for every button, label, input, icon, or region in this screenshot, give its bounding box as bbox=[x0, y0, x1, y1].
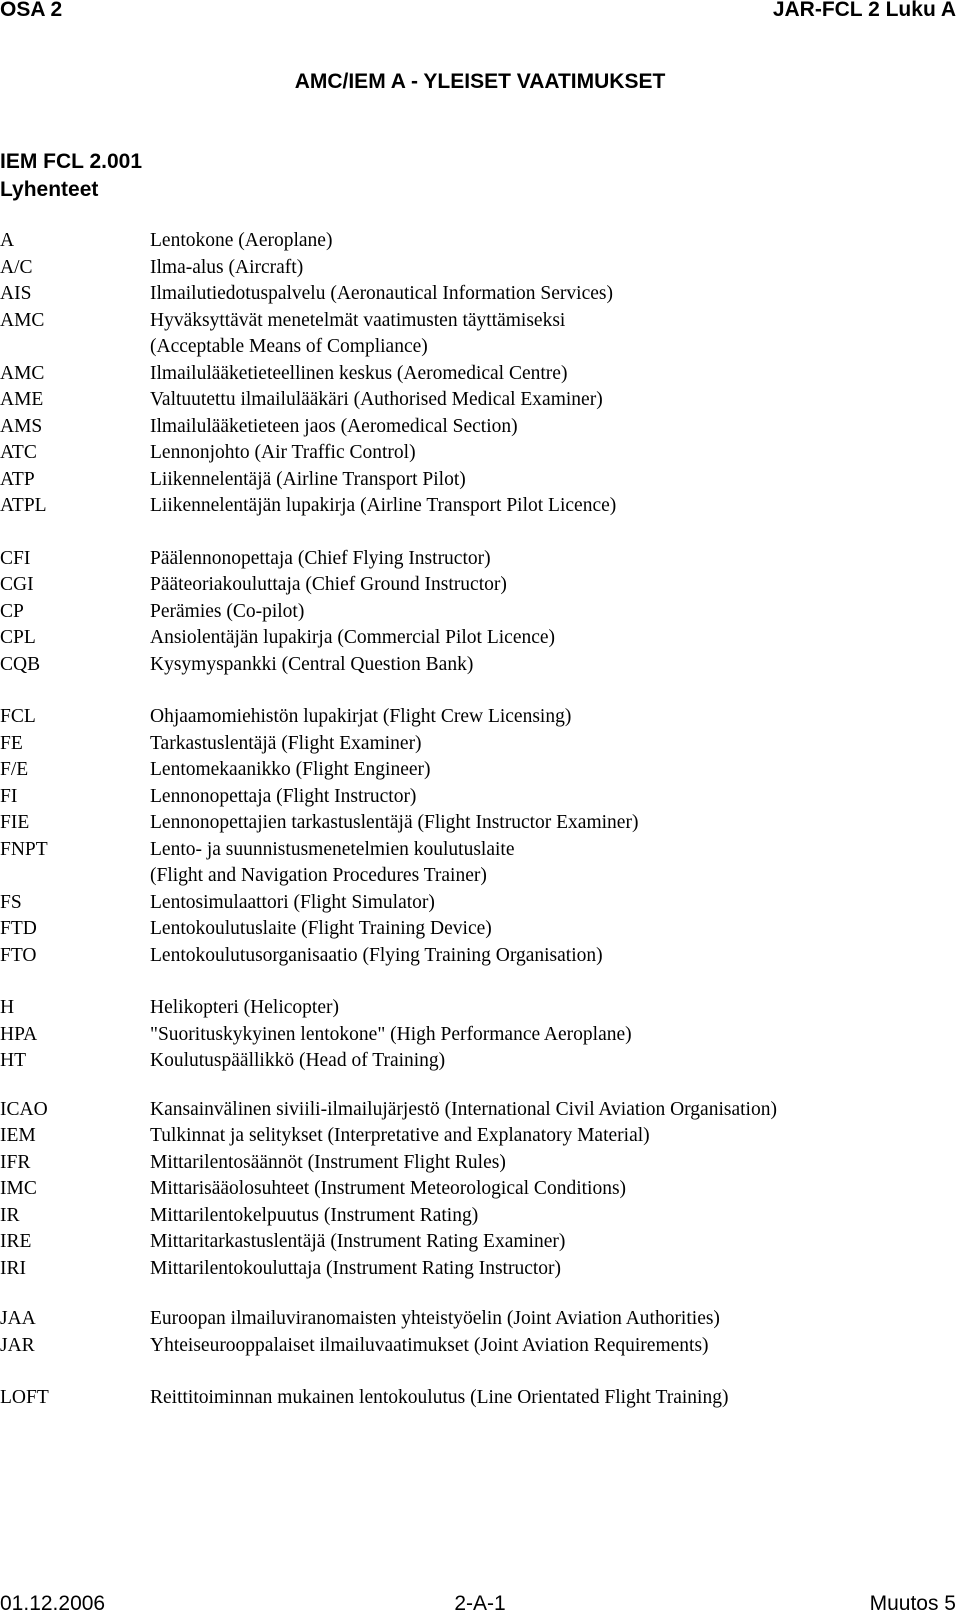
abbreviation-definition: Reittitoiminnan mukainen lentokoulutus (Line Orientated Flight Training) bbox=[150, 1387, 729, 1408]
abbreviation-entry bbox=[0, 995, 960, 1022]
abbreviation-entry bbox=[0, 599, 960, 626]
abbreviation-entry bbox=[0, 440, 960, 467]
abbreviation-entry bbox=[0, 837, 960, 864]
abbreviation-entry bbox=[0, 546, 960, 573]
abbreviation-list bbox=[0, 228, 960, 1412]
abbreviation-entry bbox=[0, 1097, 960, 1124]
abbreviation-entry bbox=[0, 1256, 960, 1283]
abbreviation-term: CGI bbox=[0, 574, 34, 595]
abbreviation-term: ATC bbox=[0, 442, 37, 463]
footer-date: 01.12.2006 bbox=[0, 1592, 106, 1615]
abbreviation-term: CFI bbox=[0, 547, 31, 569]
abbreviation-term: FE bbox=[0, 732, 23, 754]
abbreviation-definition: Lentomekaanikko (Flight Engineer) bbox=[150, 759, 431, 780]
abbreviation-term: FNPT bbox=[0, 838, 48, 860]
abbreviation-entry bbox=[0, 784, 960, 811]
abbreviation-definition: Lentokoulutuslaite (Flight Training Device) bbox=[150, 918, 492, 939]
abbreviation-definition: Lento- ja suunnistusmenetelmien koulutuslaite bbox=[150, 838, 515, 860]
abbreviation-term: ATP bbox=[0, 468, 35, 490]
abbreviation-term: FI bbox=[0, 785, 18, 807]
abbreviation-entry bbox=[0, 1176, 960, 1203]
abbreviation-entry bbox=[0, 572, 960, 599]
abbreviation-entry bbox=[0, 255, 960, 282]
abbreviation-term: AMC bbox=[0, 362, 45, 384]
abbreviation-entry bbox=[0, 890, 960, 917]
abbreviation-definition: Lentokoulutusorganisaatio (Flying Training Organisation) bbox=[150, 944, 603, 966]
abbreviation-entry bbox=[0, 1333, 960, 1360]
abbreviation-definition: Ansiolentäjän lupakirja (Commercial Pilot Licence) bbox=[150, 627, 556, 648]
abbreviation-term bbox=[0, 863, 150, 890]
abbreviation-entry bbox=[0, 361, 960, 388]
abbreviation-entry bbox=[0, 916, 960, 943]
abbreviation-term: JAA bbox=[0, 1308, 36, 1329]
abbreviation-term: JAR bbox=[0, 1334, 35, 1356]
abbreviation-entry bbox=[0, 387, 960, 414]
abbreviation-entry bbox=[0, 731, 960, 758]
abbreviation-definition: Mittarilentokouluttaja (Instrument Rating Instructor) bbox=[150, 1257, 562, 1279]
abbreviation-entry bbox=[0, 414, 960, 441]
abbreviation-term: F/E bbox=[0, 759, 29, 780]
reference-heading: Lyhenteet bbox=[0, 178, 99, 201]
abbreviation-entry bbox=[0, 1123, 960, 1150]
abbreviation-definition: (Flight and Navigation Procedures Trainer) bbox=[150, 865, 487, 886]
abbreviation-entry bbox=[0, 1306, 960, 1333]
abbreviation-term: LOFT bbox=[0, 1387, 49, 1408]
abbreviation-definition: Ohjaamomiehistön lupakirjat (Flight Crew Licensing) bbox=[150, 706, 572, 727]
abbreviation-definition: Euroopan ilmailuviranomaisten yhteistyöelin (Joint Aviation Authorities) bbox=[150, 1308, 720, 1329]
abbreviation-definition: Kysymyspankki (Central Question Bank) bbox=[150, 653, 474, 675]
abbreviation-term bbox=[0, 334, 150, 361]
abbreviation-entry bbox=[0, 625, 960, 652]
abbreviation-term: A bbox=[0, 230, 15, 251]
abbreviation-term: CP bbox=[0, 600, 24, 622]
abbreviation-term: HT bbox=[0, 1050, 26, 1071]
header-document-id: JAR-FCL 2 Luku A bbox=[772, 0, 956, 21]
reference-code: IEM FCL 2.001 bbox=[0, 150, 142, 173]
abbreviation-definition: Koulutuspäällikkö (Head of Training) bbox=[150, 1050, 446, 1071]
abbreviation-entry bbox=[0, 652, 960, 679]
abbreviation-entry bbox=[0, 281, 960, 308]
abbreviation-term: IFR bbox=[0, 1151, 31, 1173]
abbreviation-term: FTO bbox=[0, 944, 37, 966]
abbreviation-term: FTD bbox=[0, 918, 37, 939]
abbreviation-definition: Liikennelentäjä (Airline Transport Pilot) bbox=[150, 468, 466, 490]
abbreviation-definition: Lentokone (Aeroplane) bbox=[150, 230, 333, 251]
abbreviation-term: AMC bbox=[0, 309, 45, 331]
abbreviation-term: H bbox=[0, 997, 15, 1018]
abbreviation-entry bbox=[0, 863, 960, 890]
abbreviation-group bbox=[0, 546, 960, 679]
abbreviation-entry bbox=[0, 704, 960, 731]
abbreviation-entry bbox=[0, 1022, 960, 1049]
abbreviation-definition: Pääteoriakouluttaja (Chief Ground Instructor) bbox=[150, 574, 507, 595]
abbreviation-group bbox=[0, 1306, 960, 1359]
abbreviation-definition: Lennonopettajien tarkastuslentäjä (Flight Instructor Examiner) bbox=[150, 812, 639, 833]
abbreviation-entry bbox=[0, 467, 960, 494]
abbreviation-entry bbox=[0, 1385, 960, 1412]
abbreviation-definition: Tulkinnat ja selitykset (Interpretative and Explanatory Material) bbox=[150, 1125, 650, 1146]
abbreviation-term: IEM bbox=[0, 1125, 36, 1146]
abbreviation-definition: Lennonopettaja (Flight Instructor) bbox=[150, 785, 417, 807]
abbreviation-definition: Liikennelentäjän lupakirja (Airline Transport Pilot Licence) bbox=[150, 495, 617, 516]
abbreviation-group bbox=[0, 704, 960, 969]
abbreviation-definition: Kansainvälinen siviili-ilmailujärjestö (International Civil Aviation Organisation) bbox=[150, 1098, 777, 1120]
abbreviation-definition: Lentosimulaattori (Flight Simulator) bbox=[150, 891, 435, 913]
abbreviation-entry bbox=[0, 1229, 960, 1256]
abbreviation-entry bbox=[0, 334, 960, 361]
footer-amendment: Muutos 5 bbox=[869, 1592, 956, 1615]
abbreviation-entry bbox=[0, 943, 960, 970]
abbreviation-definition: Yhteiseurooppalaiset ilmailuvaatimukset (Joint Aviation Requirements) bbox=[150, 1334, 709, 1356]
footer-page-number: 2-A-1 bbox=[454, 1592, 506, 1615]
abbreviation-group bbox=[0, 1385, 960, 1412]
abbreviation-term: ATPL bbox=[0, 495, 47, 516]
abbreviation-definition: Valtuutettu ilmailulääkäri (Authorised Medical Examiner) bbox=[150, 389, 603, 410]
abbreviation-term: CPL bbox=[0, 627, 36, 648]
abbreviation-definition: Hyväksyttävät menetelmät vaatimusten täyttämiseksi bbox=[150, 309, 566, 331]
abbreviation-entry bbox=[0, 308, 960, 335]
abbreviation-term: IR bbox=[0, 1204, 20, 1226]
abbreviation-definition: (Acceptable Means of Compliance) bbox=[150, 336, 428, 357]
abbreviation-definition: Helikopteri (Helicopter) bbox=[150, 997, 339, 1018]
abbreviation-definition: Perämies (Co-pilot) bbox=[150, 600, 305, 622]
abbreviation-term: IRI bbox=[0, 1257, 26, 1279]
abbreviation-entry bbox=[0, 493, 960, 520]
abbreviation-entry bbox=[0, 1048, 960, 1075]
abbreviation-term: IRE bbox=[0, 1231, 32, 1252]
abbreviation-definition: Mittarisääolosuhteet (Instrument Meteorological Conditions) bbox=[150, 1178, 627, 1199]
abbreviation-term: A/C bbox=[0, 256, 33, 278]
abbreviation-definition: Mittarilentosäännöt (Instrument Flight Rules) bbox=[150, 1151, 506, 1173]
abbreviation-definition: Päälennonopettaja (Chief Flying Instructor) bbox=[150, 547, 491, 569]
abbreviation-definition: Mittarilentokelpuutus (Instrument Rating) bbox=[150, 1204, 479, 1226]
abbreviation-group bbox=[0, 228, 960, 520]
abbreviation-definition: "Suorituskykyinen lentokone" (High Performance Aeroplane) bbox=[150, 1023, 632, 1045]
abbreviation-definition: Lennonjohto (Air Traffic Control) bbox=[150, 442, 416, 463]
abbreviation-group bbox=[0, 995, 960, 1075]
document-reference bbox=[0, 148, 142, 204]
abbreviation-term: AIS bbox=[0, 283, 32, 304]
abbreviation-term: FS bbox=[0, 891, 22, 913]
abbreviation-entry bbox=[0, 1203, 960, 1230]
abbreviation-definition: Ilma-alus (Aircraft) bbox=[150, 256, 304, 278]
abbreviation-definition: Mittaritarkastuslentäjä (Instrument Rating Examiner) bbox=[150, 1231, 566, 1252]
abbreviation-entry bbox=[0, 757, 960, 784]
abbreviation-definition: Ilmailutiedotuspalvelu (Aeronautical Information Services) bbox=[150, 283, 613, 304]
abbreviation-term: AMS bbox=[0, 415, 43, 437]
header-part: OSA 2 bbox=[0, 0, 63, 21]
abbreviation-term: CQB bbox=[0, 653, 41, 675]
abbreviation-definition: Ilmailulääketieteellinen keskus (Aeromedical Centre) bbox=[150, 362, 568, 384]
abbreviation-term: IMC bbox=[0, 1178, 37, 1199]
abbreviation-group bbox=[0, 1097, 960, 1283]
abbreviation-term: AME bbox=[0, 389, 44, 410]
abbreviation-entry bbox=[0, 1150, 960, 1177]
abbreviation-definition: Tarkastuslentäjä (Flight Examiner) bbox=[150, 732, 422, 754]
abbreviation-term: HPA bbox=[0, 1023, 38, 1045]
abbreviation-term: FCL bbox=[0, 706, 36, 727]
abbreviation-entry bbox=[0, 810, 960, 837]
section-title: AMC/IEM A - YLEISET VAATIMUKSET bbox=[294, 70, 666, 93]
abbreviation-term: FIE bbox=[0, 812, 30, 833]
abbreviation-definition: Ilmailulääketieteen jaos (Aeromedical Section) bbox=[150, 415, 518, 437]
abbreviation-term: ICAO bbox=[0, 1098, 48, 1120]
abbreviation-entry bbox=[0, 228, 960, 255]
